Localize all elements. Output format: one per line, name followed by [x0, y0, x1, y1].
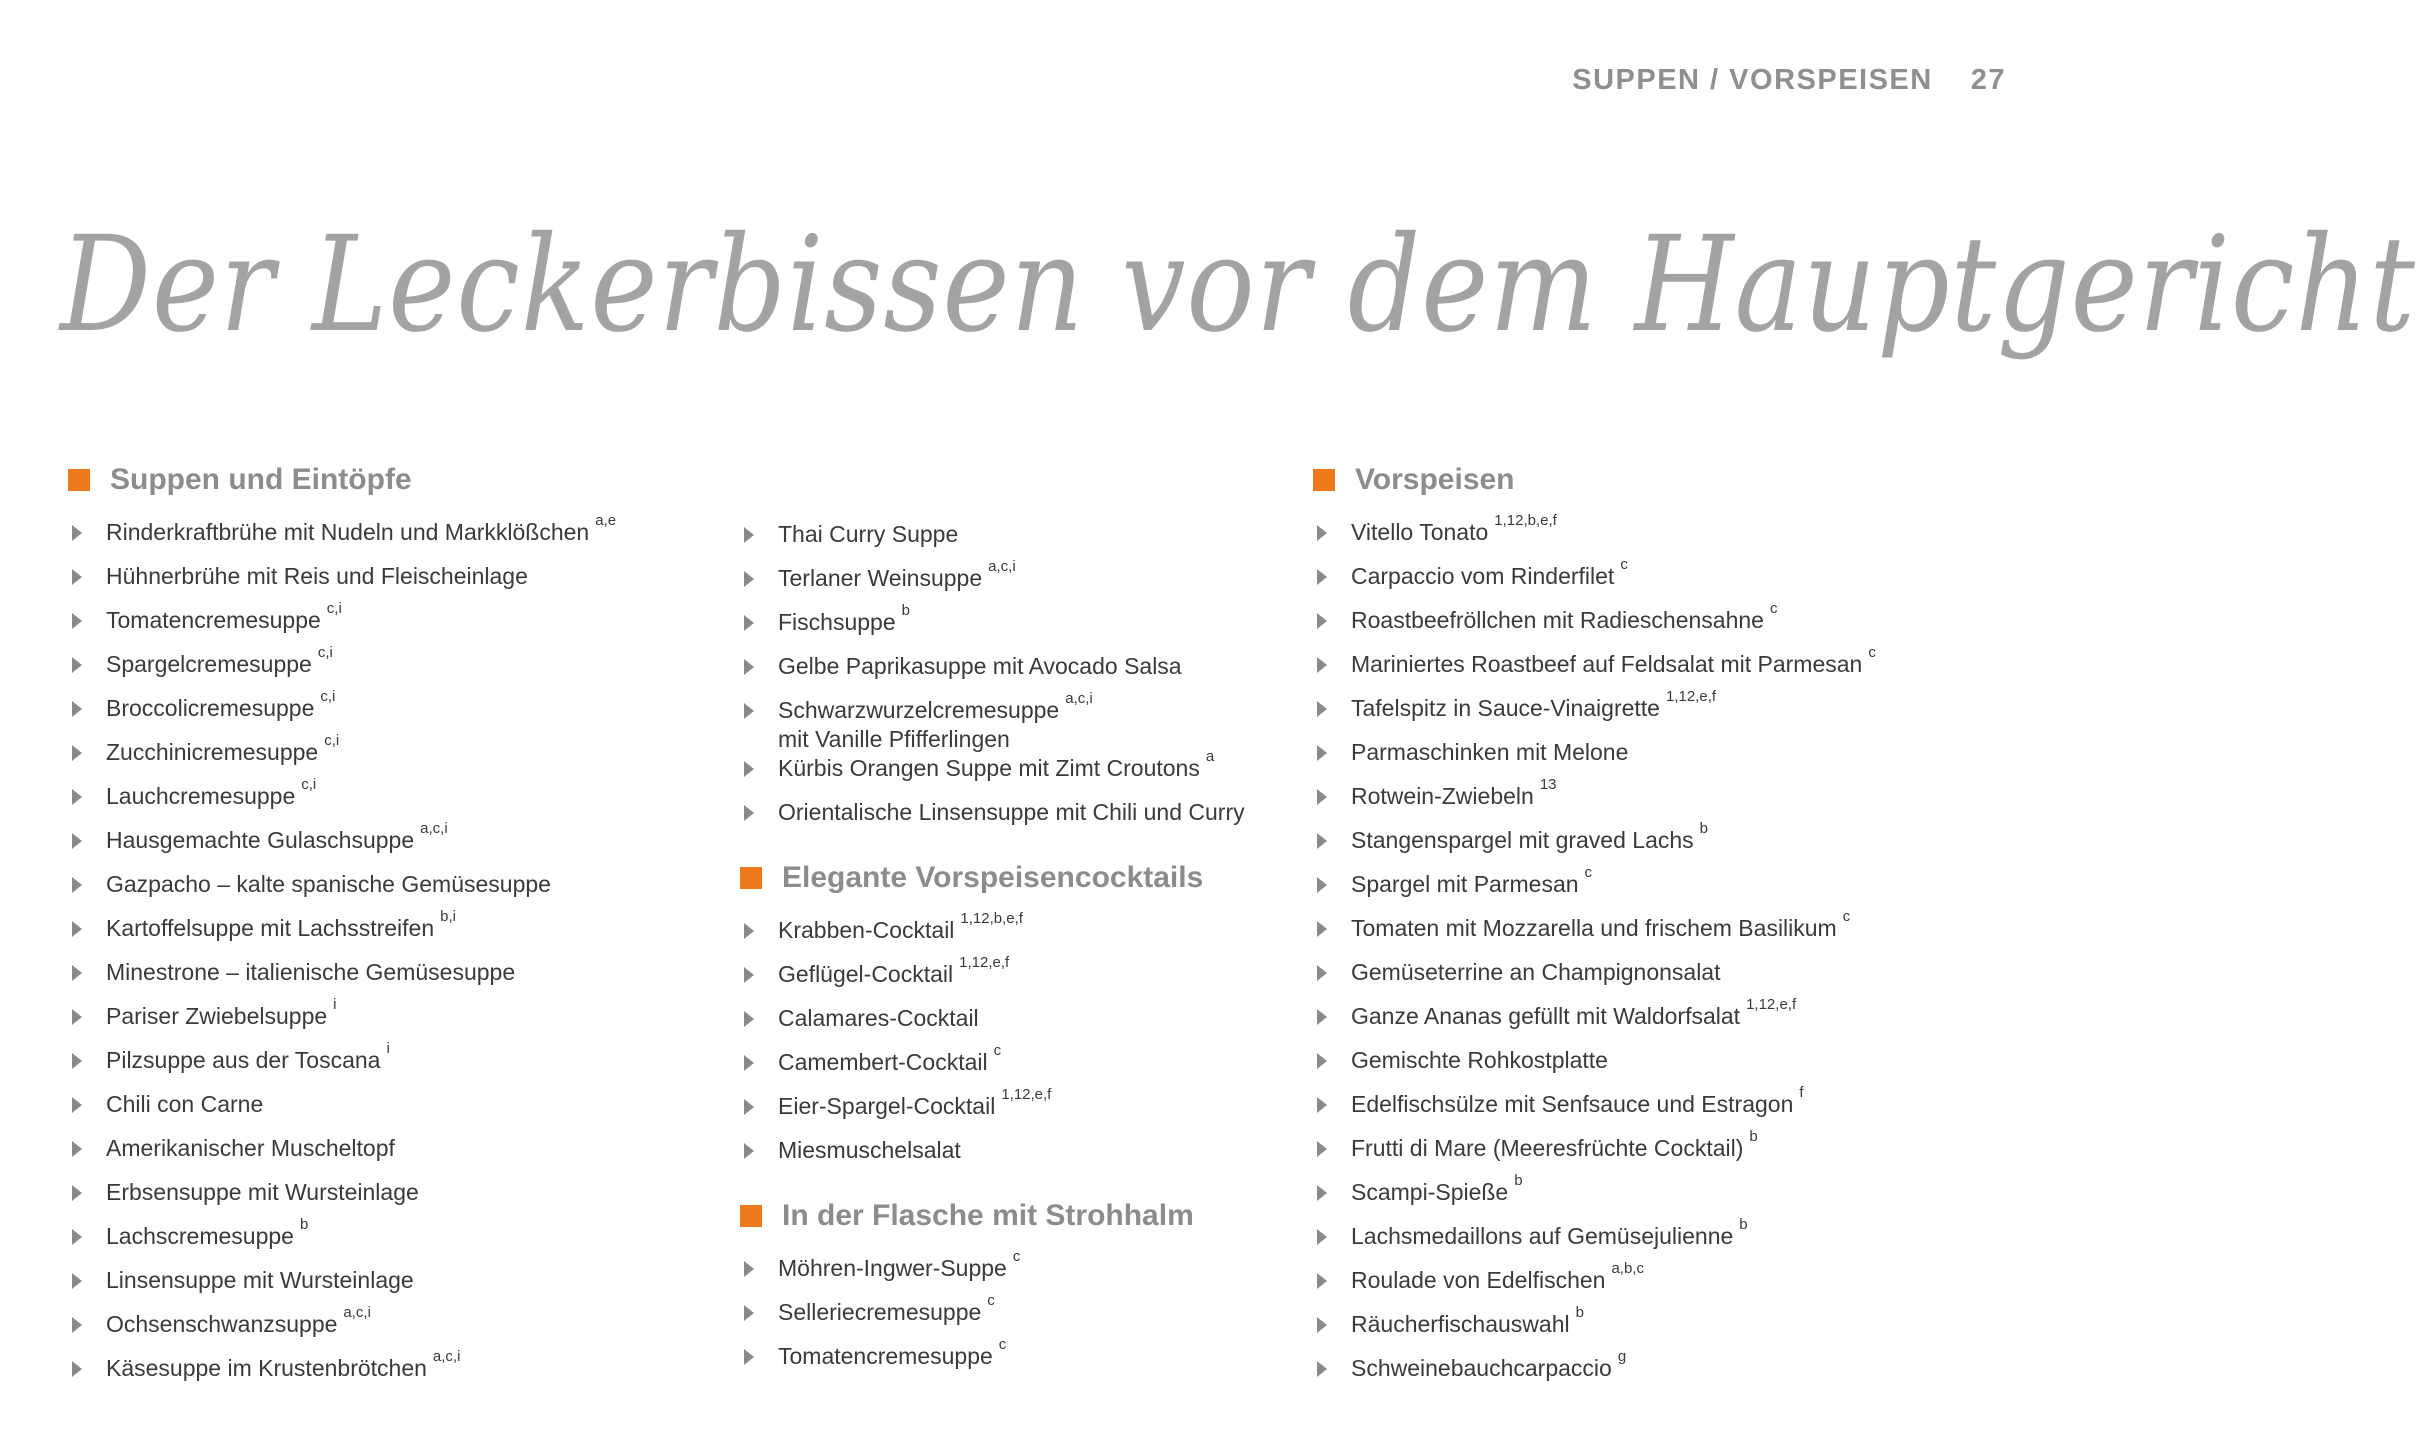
menu-item-label: Zucchinicremesuppe: [106, 739, 319, 765]
allergen-codes: a,c,i: [343, 1304, 371, 1321]
allergen-codes: g: [1617, 1348, 1627, 1365]
allergen-codes: b: [1699, 820, 1708, 837]
menu-item-label: Lauchcremesuppe: [106, 783, 296, 809]
menu-item: [68, 908, 616, 958]
allergen-codes: c,i: [317, 644, 333, 661]
menu-item: [1313, 1046, 1876, 1090]
menu-item-label: Erbsensuppe mit Wursteinlage: [106, 1179, 419, 1205]
orange-square-icon: [740, 1205, 762, 1227]
menu-section: [68, 460, 616, 1398]
triangle-bullet-icon: [1317, 525, 1327, 541]
allergen-codes: c,i: [320, 688, 336, 705]
allergen-codes: 1,12,e,f: [1746, 996, 1797, 1013]
menu-item-label: Ochsenschwanzsuppe: [106, 1311, 338, 1337]
menu-item: [1313, 1304, 1876, 1354]
allergen-codes: c: [1868, 644, 1876, 661]
triangle-bullet-icon: [1317, 745, 1327, 761]
allergen-codes: a,e: [595, 512, 617, 529]
menu-item-label: Geflügel-Cocktail: [778, 961, 954, 987]
triangle-bullet-icon: [72, 1141, 82, 1157]
menu-item-label: Pariser Zwiebelsuppe: [106, 1003, 328, 1029]
triangle-bullet-icon: [72, 1317, 82, 1333]
triangle-bullet-icon: [72, 1053, 82, 1069]
allergen-codes: 13: [1539, 776, 1557, 793]
menu-item-label: Calamares-Cocktail: [778, 1005, 979, 1031]
menu-item: [740, 1042, 1245, 1092]
menu-item-label: Rinderkraftbrühe mit Nudeln und Markklößchen: [106, 519, 590, 545]
allergen-codes: a,c,i: [420, 820, 448, 837]
triangle-bullet-icon: [1317, 613, 1327, 629]
triangle-bullet-icon: [72, 701, 82, 717]
menu-item-label: Broccolicremesuppe: [106, 695, 315, 721]
menu-list: [740, 520, 1245, 842]
menu-item-label: Käsesuppe im Krustenbrötchen: [106, 1355, 427, 1381]
triangle-bullet-icon: [72, 745, 82, 761]
menu-item-label: Krabben-Cocktail: [778, 917, 955, 943]
menu-list: [740, 1248, 1245, 1386]
allergen-codes: c: [1769, 600, 1778, 617]
menu-item-label: Kartoffelsuppe mit Lachsstreifen: [106, 915, 435, 941]
allergen-codes: c,i: [301, 776, 317, 793]
menu-section: [740, 1196, 1245, 1386]
triangle-bullet-icon: [1317, 1229, 1327, 1245]
allergen-codes: a,b,c: [1611, 1260, 1644, 1277]
menu-item: [740, 954, 1245, 1004]
triangle-bullet-icon: [744, 571, 754, 587]
menu-item: [1313, 996, 1876, 1046]
menu-item-label: Lachsmedaillons auf Gemüsejulienne: [1351, 1223, 1734, 1249]
allergen-codes: 1,12,e,f: [1665, 688, 1717, 705]
menu-item-label: Roulade von Edelfischen: [1351, 1267, 1606, 1293]
menu-item-label: Carpaccio vom Rinderfilet: [1351, 563, 1615, 589]
menu-item: [1313, 1128, 1876, 1178]
allergen-codes: c: [1584, 864, 1593, 881]
menu-item: [1313, 688, 1876, 738]
section-title: Vorspeisen: [1355, 463, 1515, 496]
allergen-codes: 1,12,e,f: [959, 954, 1010, 971]
triangle-bullet-icon: [1317, 789, 1327, 805]
menu-item: [740, 1004, 1245, 1048]
menu-item: [1313, 776, 1876, 826]
menu-item-label: Vitello Tonato: [1351, 519, 1489, 545]
menu-item-label: Camembert-Cocktail: [778, 1049, 988, 1075]
menu-item: [68, 1178, 616, 1222]
allergen-codes: c,i: [326, 600, 342, 617]
menu-item-label: Amerikanischer Muscheltopf: [106, 1135, 395, 1161]
triangle-bullet-icon: [744, 1349, 754, 1365]
menu-item: [68, 820, 616, 870]
menu-section: [740, 520, 1245, 842]
menu-section: [1313, 460, 1876, 1398]
menu-item: [740, 690, 1245, 754]
column-3: [1313, 460, 1876, 1414]
menu-item-label: Gazpacho – kalte spanische Gemüsesuppe: [106, 871, 551, 897]
menu-item-label: Spargelcremesuppe: [106, 651, 312, 677]
triangle-bullet-icon: [72, 789, 82, 805]
menu-item-label: Rotwein-Zwiebeln: [1351, 783, 1534, 809]
triangle-bullet-icon: [72, 965, 82, 981]
column-2: [740, 520, 1245, 1402]
allergen-codes: c: [1012, 1248, 1021, 1265]
triangle-bullet-icon: [744, 1143, 754, 1159]
triangle-bullet-icon: [72, 1185, 82, 1201]
triangle-bullet-icon: [744, 1305, 754, 1321]
section-heading: [740, 858, 1245, 898]
allergen-codes: c: [993, 1042, 1002, 1059]
menu-item: [68, 1040, 616, 1090]
section-label: SUPPEN / VORSPEISEN: [1572, 64, 1933, 96]
menu-item: [1313, 600, 1876, 650]
triangle-bullet-icon: [744, 659, 754, 675]
triangle-bullet-icon: [72, 833, 82, 849]
triangle-bullet-icon: [1317, 1097, 1327, 1113]
triangle-bullet-icon: [1317, 1273, 1327, 1289]
allergen-codes: c: [998, 1336, 1007, 1353]
allergen-codes: b: [901, 602, 910, 619]
menu-item: [1313, 908, 1876, 958]
section-title: In der Flasche mit Strohhalm: [782, 1199, 1194, 1232]
triangle-bullet-icon: [1317, 657, 1327, 673]
triangle-bullet-icon: [72, 569, 82, 585]
allergen-codes: b: [1575, 1304, 1584, 1321]
orange-square-icon: [740, 867, 762, 889]
allergen-codes: a,c,i: [432, 1348, 461, 1365]
column-1: [68, 460, 616, 1414]
menu-list: [740, 910, 1245, 1180]
triangle-bullet-icon: [744, 923, 754, 939]
menu-item-label: Lachscremesuppe: [106, 1223, 294, 1249]
menu-item-label: Ganze Ananas gefüllt mit Waldorfsalat: [1351, 1003, 1741, 1029]
menu-item: [740, 1136, 1245, 1180]
menu-item: [740, 652, 1245, 696]
triangle-bullet-icon: [1317, 1141, 1327, 1157]
triangle-bullet-icon: [1317, 701, 1327, 717]
menu-item-label: Linsensuppe mit Wursteinlage: [106, 1267, 414, 1293]
menu-item: [740, 1292, 1245, 1342]
menu-item-label: Tomatencremesuppe: [778, 1343, 993, 1369]
allergen-codes: i: [386, 1040, 390, 1057]
triangle-bullet-icon: [72, 877, 82, 893]
allergen-codes: a,c,i: [1065, 690, 1093, 707]
allergen-codes: c: [987, 1292, 995, 1309]
allergen-codes: f: [1799, 1084, 1804, 1101]
menu-item-label: Schweinebauchcarpaccio: [1351, 1355, 1612, 1381]
menu-item: [1313, 1348, 1876, 1398]
menu-item: [1313, 644, 1876, 694]
triangle-bullet-icon: [744, 761, 754, 777]
menu-item: [68, 958, 616, 1002]
section-title: Suppen und Eintöpfe: [110, 463, 412, 496]
menu-item-label: Gemüseterrine an Champignonsalat: [1351, 959, 1721, 985]
menu-list: [68, 512, 617, 1398]
page-header: [1572, 64, 2006, 97]
menu-item: [740, 602, 1245, 652]
page-number: 27: [1970, 64, 2006, 96]
menu-section: [740, 858, 1245, 1180]
menu-item: [68, 562, 616, 606]
triangle-bullet-icon: [744, 615, 754, 631]
triangle-bullet-icon: [1317, 1185, 1327, 1201]
menu-item-label: Schwarzwurzelcremesuppe mit Vanille Pfifferlingen: [778, 697, 1060, 752]
menu-item: [1313, 1084, 1876, 1134]
menu-item: [68, 1348, 616, 1398]
menu-item-label: Möhren-Ingwer-Suppe: [778, 1255, 1007, 1281]
menu-item-label: Mariniertes Roastbeef auf Feldsalat mit Parmesan: [1351, 651, 1863, 677]
menu-item: [68, 1216, 616, 1266]
menu-item-label: Roastbeefröllchen mit Radieschensahne: [1351, 607, 1764, 633]
menu-item-label: Räucherfischauswahl: [1351, 1311, 1570, 1337]
allergen-codes: b: [1514, 1172, 1523, 1189]
page-title: Der Leckerbissen vor dem Hauptgericht: [60, 208, 2416, 362]
menu-item-label: Chili con Carne: [106, 1091, 264, 1117]
menu-item: [68, 600, 616, 650]
allergen-codes: a,c,i: [988, 558, 1016, 575]
allergen-codes: c,i: [324, 732, 340, 749]
menu-item: [740, 748, 1245, 798]
menu-item: [740, 1336, 1245, 1386]
triangle-bullet-icon: [744, 1055, 754, 1071]
allergen-codes: 1,12,e,f: [1001, 1086, 1052, 1103]
allergen-codes: i: [333, 996, 337, 1013]
menu-item-label: Terlaner Weinsuppe: [778, 565, 983, 591]
triangle-bullet-icon: [72, 613, 82, 629]
menu-item: [740, 1086, 1245, 1136]
menu-item: [1313, 556, 1876, 606]
menu-item: [68, 870, 616, 914]
menu-item: [1313, 1260, 1876, 1310]
allergen-codes: b: [1739, 1216, 1748, 1233]
menu-item: [68, 996, 616, 1046]
orange-square-icon: [68, 469, 90, 491]
triangle-bullet-icon: [1317, 1317, 1327, 1333]
menu-item-label: Pilzsuppe aus der Toscana: [106, 1047, 381, 1073]
menu-item: [1313, 512, 1876, 562]
triangle-bullet-icon: [744, 1099, 754, 1115]
triangle-bullet-icon: [1317, 833, 1327, 849]
menu-item: [68, 644, 616, 694]
menu-item-label: Gelbe Paprikasuppe mit Avocado Salsa: [778, 653, 1182, 679]
triangle-bullet-icon: [72, 525, 82, 541]
triangle-bullet-icon: [1317, 1053, 1327, 1069]
allergen-codes: b: [299, 1216, 309, 1233]
menu-item-label: Tomatencremesuppe: [106, 607, 321, 633]
allergen-codes: a: [1205, 748, 1215, 765]
allergen-codes: 1,12,b,e,f: [1494, 512, 1557, 529]
menu-item-label: Miesmuschelsalat: [778, 1137, 961, 1163]
menu-item: [1313, 738, 1876, 782]
triangle-bullet-icon: [744, 1011, 754, 1027]
triangle-bullet-icon: [1317, 965, 1327, 981]
menu-item: [1313, 1172, 1876, 1222]
triangle-bullet-icon: [744, 967, 754, 983]
section-heading: [68, 460, 616, 500]
triangle-bullet-icon: [72, 1273, 82, 1289]
menu-item: [68, 776, 616, 826]
menu-item-label: Frutti di Mare (Meeresfrüchte Cocktail): [1351, 1135, 1744, 1161]
menu-list: [1313, 512, 1876, 1398]
menu-item: [1313, 864, 1876, 914]
triangle-bullet-icon: [744, 805, 754, 821]
triangle-bullet-icon: [72, 921, 82, 937]
allergen-codes: c: [1620, 556, 1628, 573]
menu-item-label: Spargel mit Parmesan: [1351, 871, 1579, 897]
menu-item-label: Kürbis Orangen Suppe mit Zimt Croutons: [778, 755, 1200, 781]
menu-item-label: Tafelspitz in Sauce-Vinaigrette: [1351, 695, 1660, 721]
menu-item: [1313, 1216, 1876, 1266]
menu-item-label: Eier-Spargel-Cocktail: [778, 1093, 996, 1119]
menu-item: [68, 688, 616, 738]
triangle-bullet-icon: [1317, 921, 1327, 937]
allergen-codes: b: [1749, 1128, 1758, 1145]
orange-square-icon: [1313, 469, 1335, 491]
menu-item-label: Hühnerbrühe mit Reis und Fleischeinlage: [106, 563, 528, 589]
triangle-bullet-icon: [1317, 569, 1327, 585]
triangle-bullet-icon: [72, 657, 82, 673]
menu-item-label: Orientalische Linsensuppe mit Chili und Curry: [778, 799, 1245, 825]
menu-item-label: Edelfischsülze mit Senfsauce und Estragon: [1351, 1091, 1794, 1117]
menu-item-label: Fischsuppe: [778, 609, 896, 635]
menu-item: [68, 1134, 616, 1178]
menu-item-label: Parmaschinken mit Melone: [1351, 739, 1629, 765]
menu-item: [740, 558, 1245, 608]
triangle-bullet-icon: [1317, 1009, 1327, 1025]
triangle-bullet-icon: [1317, 877, 1327, 893]
menu-item: [740, 798, 1245, 842]
menu-item-label: Tomaten mit Mozzarella und frischem Basilikum: [1351, 915, 1837, 941]
section-heading: [1313, 460, 1876, 500]
menu-item: [68, 1304, 616, 1354]
triangle-bullet-icon: [1317, 1361, 1327, 1377]
triangle-bullet-icon: [72, 1009, 82, 1025]
menu-item: [68, 1266, 616, 1310]
menu-item-label: Thai Curry Suppe: [778, 521, 959, 547]
menu-item-label: Stangenspargel mit graved Lachs: [1351, 827, 1694, 853]
menu-item-label: Hausgemachte Gulaschsuppe: [106, 827, 415, 853]
triangle-bullet-icon: [72, 1097, 82, 1113]
triangle-bullet-icon: [744, 527, 754, 543]
menu-item: [68, 732, 616, 782]
triangle-bullet-icon: [72, 1361, 82, 1377]
menu-item: [1313, 820, 1876, 870]
menu-item-label: Gemischte Rohkostplatte: [1351, 1047, 1608, 1073]
menu-item: [68, 1090, 616, 1134]
menu-item-label: Selleriecremesuppe: [778, 1299, 982, 1325]
menu-item-label: Scampi-Spieße: [1351, 1179, 1509, 1205]
section-title: Elegante Vorspeisencocktails: [782, 861, 1204, 894]
menu-item-label: Minestrone – italienische Gemüsesuppe: [106, 959, 516, 985]
section-heading: [740, 1196, 1245, 1236]
allergen-codes: 1,12,b,e,f: [960, 910, 1023, 927]
menu-item: [68, 512, 617, 562]
allergen-codes: c: [1842, 908, 1851, 925]
triangle-bullet-icon: [744, 1261, 754, 1277]
allergen-codes: b,i: [440, 908, 456, 925]
triangle-bullet-icon: [72, 1229, 82, 1245]
triangle-bullet-icon: [744, 703, 754, 719]
